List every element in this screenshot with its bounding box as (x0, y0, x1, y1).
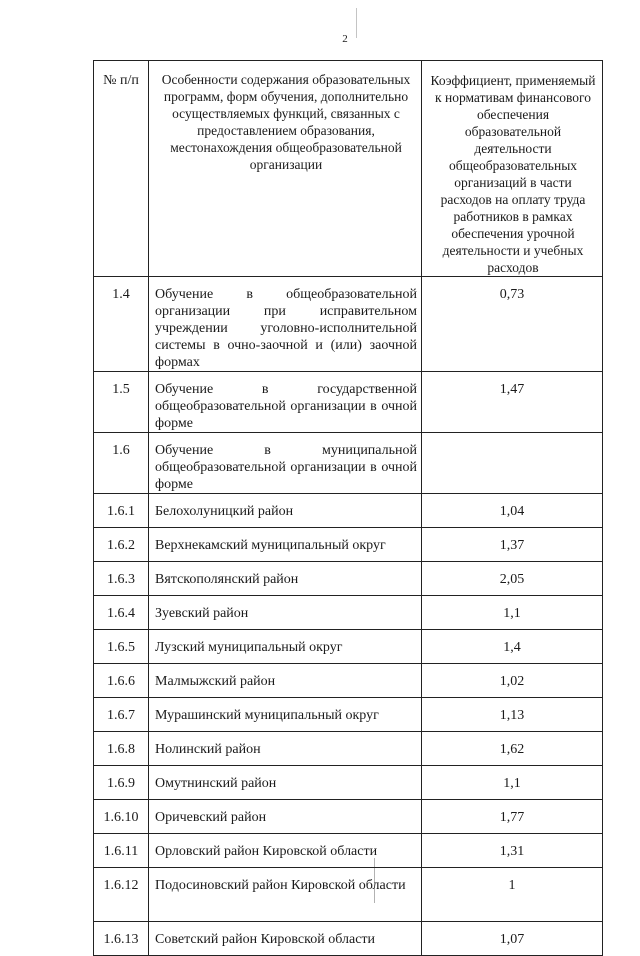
page-number: 2 (342, 33, 348, 45)
row-coefficient: 1,4 (422, 630, 603, 664)
table-row (94, 562, 603, 596)
row-num: 1.6.2 (94, 528, 149, 562)
row-num: 1.6.9 (94, 766, 149, 800)
scan-mark-top (356, 8, 357, 38)
table-row (94, 800, 603, 834)
row-coefficient: 1,07 (422, 922, 603, 956)
row-description: Омутнинский район (149, 766, 422, 800)
table-row (94, 834, 603, 868)
header-description: Особенности содержания образовательных программ, форм обучения, дополнительно осуществляемых функций, связанных с предоставлением образования, местонахождения общеобразовательной организации (149, 61, 422, 277)
table-row (94, 922, 603, 956)
row-coefficient: 1,04 (422, 494, 603, 528)
row-coefficient: 1,02 (422, 664, 603, 698)
row-description: Обучение в государственной общеобразовательной организации в очной форме (149, 372, 422, 433)
table-header-row (94, 61, 603, 277)
row-coefficient: 1,13 (422, 698, 603, 732)
row-num: 1.6.3 (94, 562, 149, 596)
table-row (94, 494, 603, 528)
table-row (94, 433, 603, 494)
row-coefficient: 1,47 (422, 372, 603, 433)
row-coefficient: 1,37 (422, 528, 603, 562)
row-coefficient (422, 433, 603, 494)
row-description: Обучение в общеобразовательной организации при исправительном учреждении уголовно-исполнительной системы в очно-заочной и (или) заочной формах (149, 277, 422, 372)
row-coefficient: 0,73 (422, 277, 603, 372)
row-num: 1.6.7 (94, 698, 149, 732)
row-description: Советский район Кировской области (149, 922, 422, 956)
row-description: Оричевский район (149, 800, 422, 834)
table-row (94, 277, 603, 372)
row-coefficient: 1,31 (422, 834, 603, 868)
row-num: 1.6.13 (94, 922, 149, 956)
table-row (94, 868, 603, 922)
table-row (94, 372, 603, 433)
row-num: 1.6.10 (94, 800, 149, 834)
row-description: Обучение в муниципальной общеобразовательной организации в очной форме (149, 433, 422, 494)
row-coefficient: 1,62 (422, 732, 603, 766)
row-coefficient: 1,77 (422, 800, 603, 834)
row-num: 1.4 (94, 277, 149, 372)
coefficient-table (93, 60, 603, 956)
table-row (94, 698, 603, 732)
row-coefficient: 2,05 (422, 562, 603, 596)
row-num: 1.6.8 (94, 732, 149, 766)
row-num: 1.6.4 (94, 596, 149, 630)
row-num: 1.6 (94, 433, 149, 494)
row-num: 1.6.1 (94, 494, 149, 528)
row-num: 1.5 (94, 372, 149, 433)
row-description: Мурашинский муниципальный округ (149, 698, 422, 732)
row-description: Малмыжский район (149, 664, 422, 698)
row-coefficient: 1,1 (422, 766, 603, 800)
row-description: Зуевский район (149, 596, 422, 630)
row-description: Лузский муниципальный округ (149, 630, 422, 664)
row-description: Белохолуницкий район (149, 494, 422, 528)
row-description: Вятскополянский район (149, 562, 422, 596)
row-description: Нолинский район (149, 732, 422, 766)
row-description: Подосиновский район Кировской области (149, 868, 422, 922)
header-coefficient: Коэффициент, применяемый к нормативам финансового обеспечения образовательной деятельности общеобразовательных организаций в части расходов на оплату труда работников в рамках обеспечения урочной деятельности и учебных расходов (422, 61, 603, 277)
row-description: Орловский район Кировской области (149, 834, 422, 868)
row-coefficient: 1,1 (422, 596, 603, 630)
row-num: 1.6.5 (94, 630, 149, 664)
table-row (94, 596, 603, 630)
table-row (94, 766, 603, 800)
table-row (94, 630, 603, 664)
row-coefficient: 1 (422, 868, 603, 922)
row-description: Верхнекамский муниципальный округ (149, 528, 422, 562)
row-num: 1.6.6 (94, 664, 149, 698)
header-num: № п/п (94, 61, 149, 277)
table-row (94, 664, 603, 698)
table-row (94, 528, 603, 562)
row-num: 1.6.12 (94, 868, 149, 922)
table-row (94, 732, 603, 766)
row-num: 1.6.11 (94, 834, 149, 868)
